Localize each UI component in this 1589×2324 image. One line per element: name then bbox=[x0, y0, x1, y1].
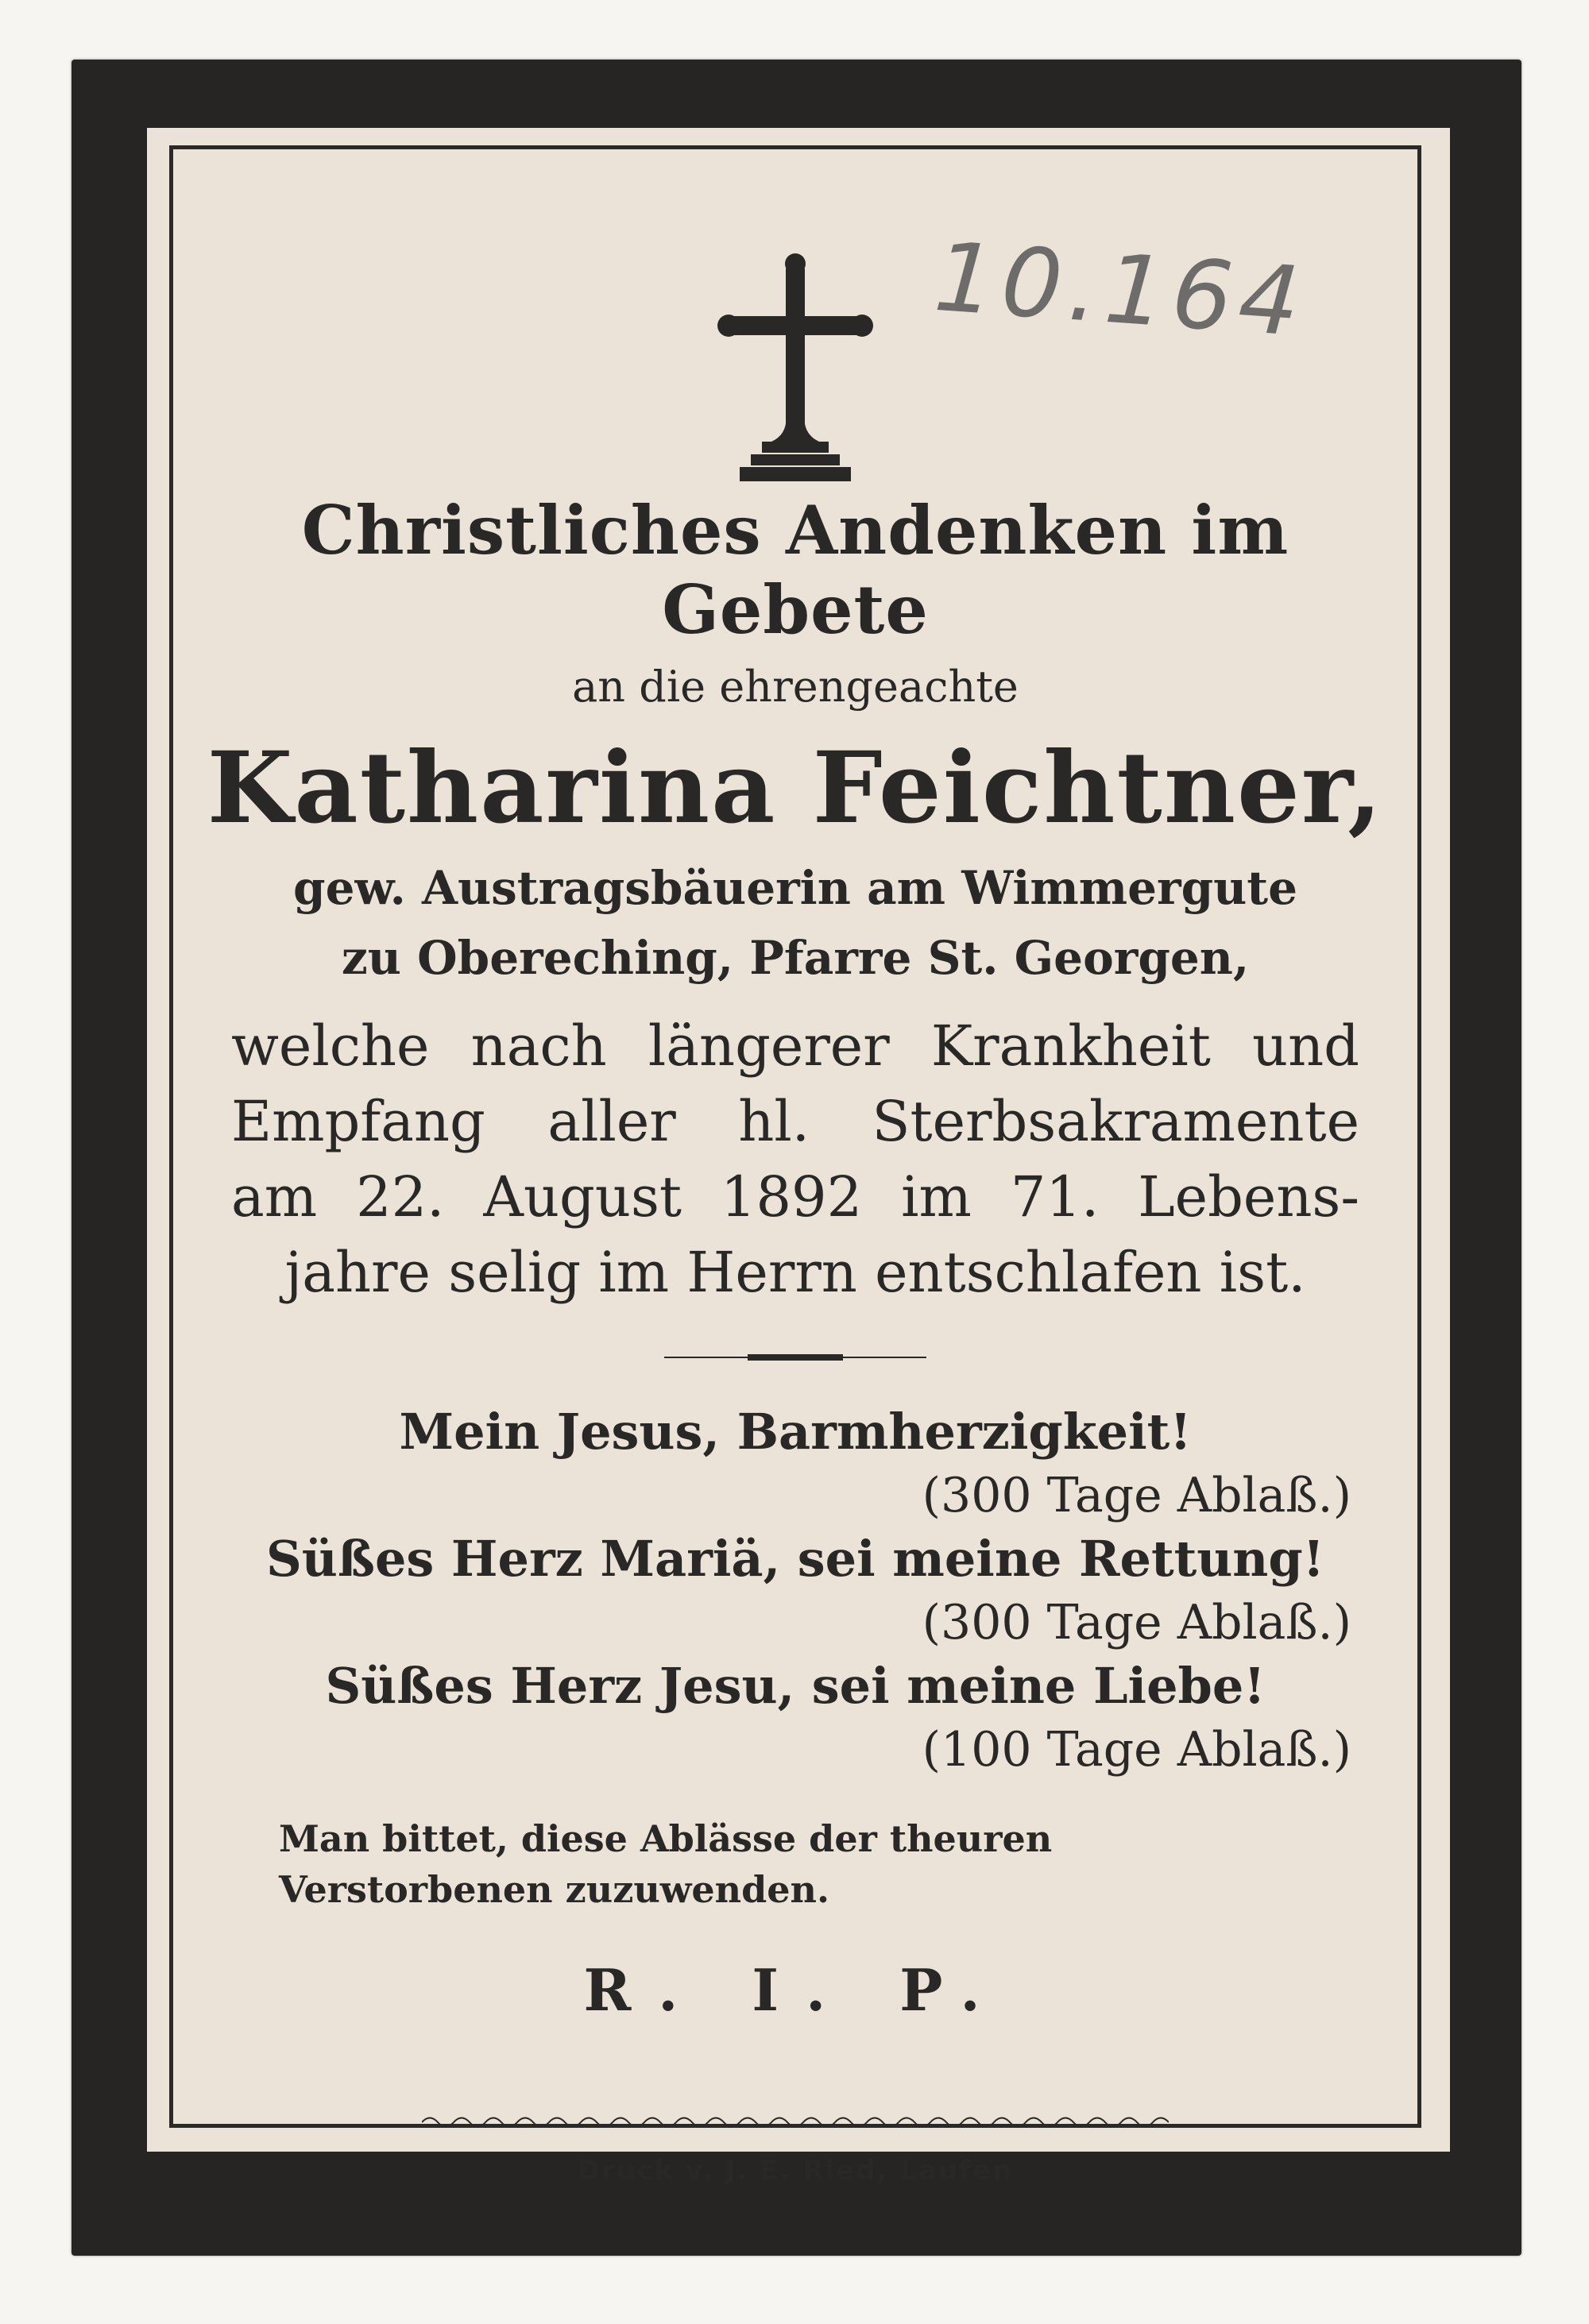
prayer-text: Süßes Herz Mariä, sei meine Rettung! bbox=[266, 1530, 1324, 1588]
memorial-card bbox=[72, 60, 1521, 2256]
inner-frame bbox=[169, 145, 1421, 2187]
handwritten-note: 10.164 bbox=[930, 222, 1310, 359]
card-paper bbox=[147, 128, 1450, 2187]
card-title: Christliches Andenken im Gebete bbox=[301, 491, 1289, 649]
prayers bbox=[231, 1400, 1359, 1782]
notice-line: jahre selig im Herrn entschlafen ist. bbox=[284, 1240, 1306, 1305]
occupation-line: zu Obereching, Pfarre St. Georgen, bbox=[341, 931, 1250, 985]
indulgence-note: (100 Tage Ablaß.) bbox=[922, 1722, 1351, 1778]
notice-line: welche nach längerer Krankheit und bbox=[231, 1013, 1359, 1079]
deceased-name: Katharina Feichtner, bbox=[207, 731, 1384, 846]
cross-icon bbox=[716, 253, 875, 491]
occupation-line: gew. Austragsbäuerin am Wimmergute bbox=[293, 861, 1297, 915]
prayer-text: Mein Jesus, Barmherzigkeit! bbox=[399, 1403, 1192, 1461]
prayer-text: Süßes Herz Jesu, sei meine Liebe! bbox=[325, 1657, 1266, 1715]
wavy-divider bbox=[422, 2114, 1169, 2131]
printer-credit: Druck v. J. E. Ried, Laufen bbox=[577, 2155, 1014, 2187]
indulgence-request: Man bittet, diese Ablässe der theuren Verstorbenen zuzuwenden. bbox=[279, 1817, 1053, 1911]
indulgence-note: (300 Tage Ablaß.) bbox=[922, 1468, 1351, 1523]
death-notice bbox=[231, 1009, 1359, 1311]
card-content bbox=[173, 491, 1417, 2187]
notice-line: Empfang aller hl. Sterbsakramente bbox=[231, 1089, 1359, 1154]
notice-line: am 22. August 1892 im 71. Lebens- bbox=[231, 1164, 1359, 1230]
card-subtitle: an die ehrengeachte bbox=[572, 662, 1019, 712]
indulgence-note: (300 Tage Ablaß.) bbox=[922, 1595, 1351, 1650]
rip-text: R. I. P. bbox=[583, 1956, 1007, 2024]
divider bbox=[664, 1354, 926, 1361]
